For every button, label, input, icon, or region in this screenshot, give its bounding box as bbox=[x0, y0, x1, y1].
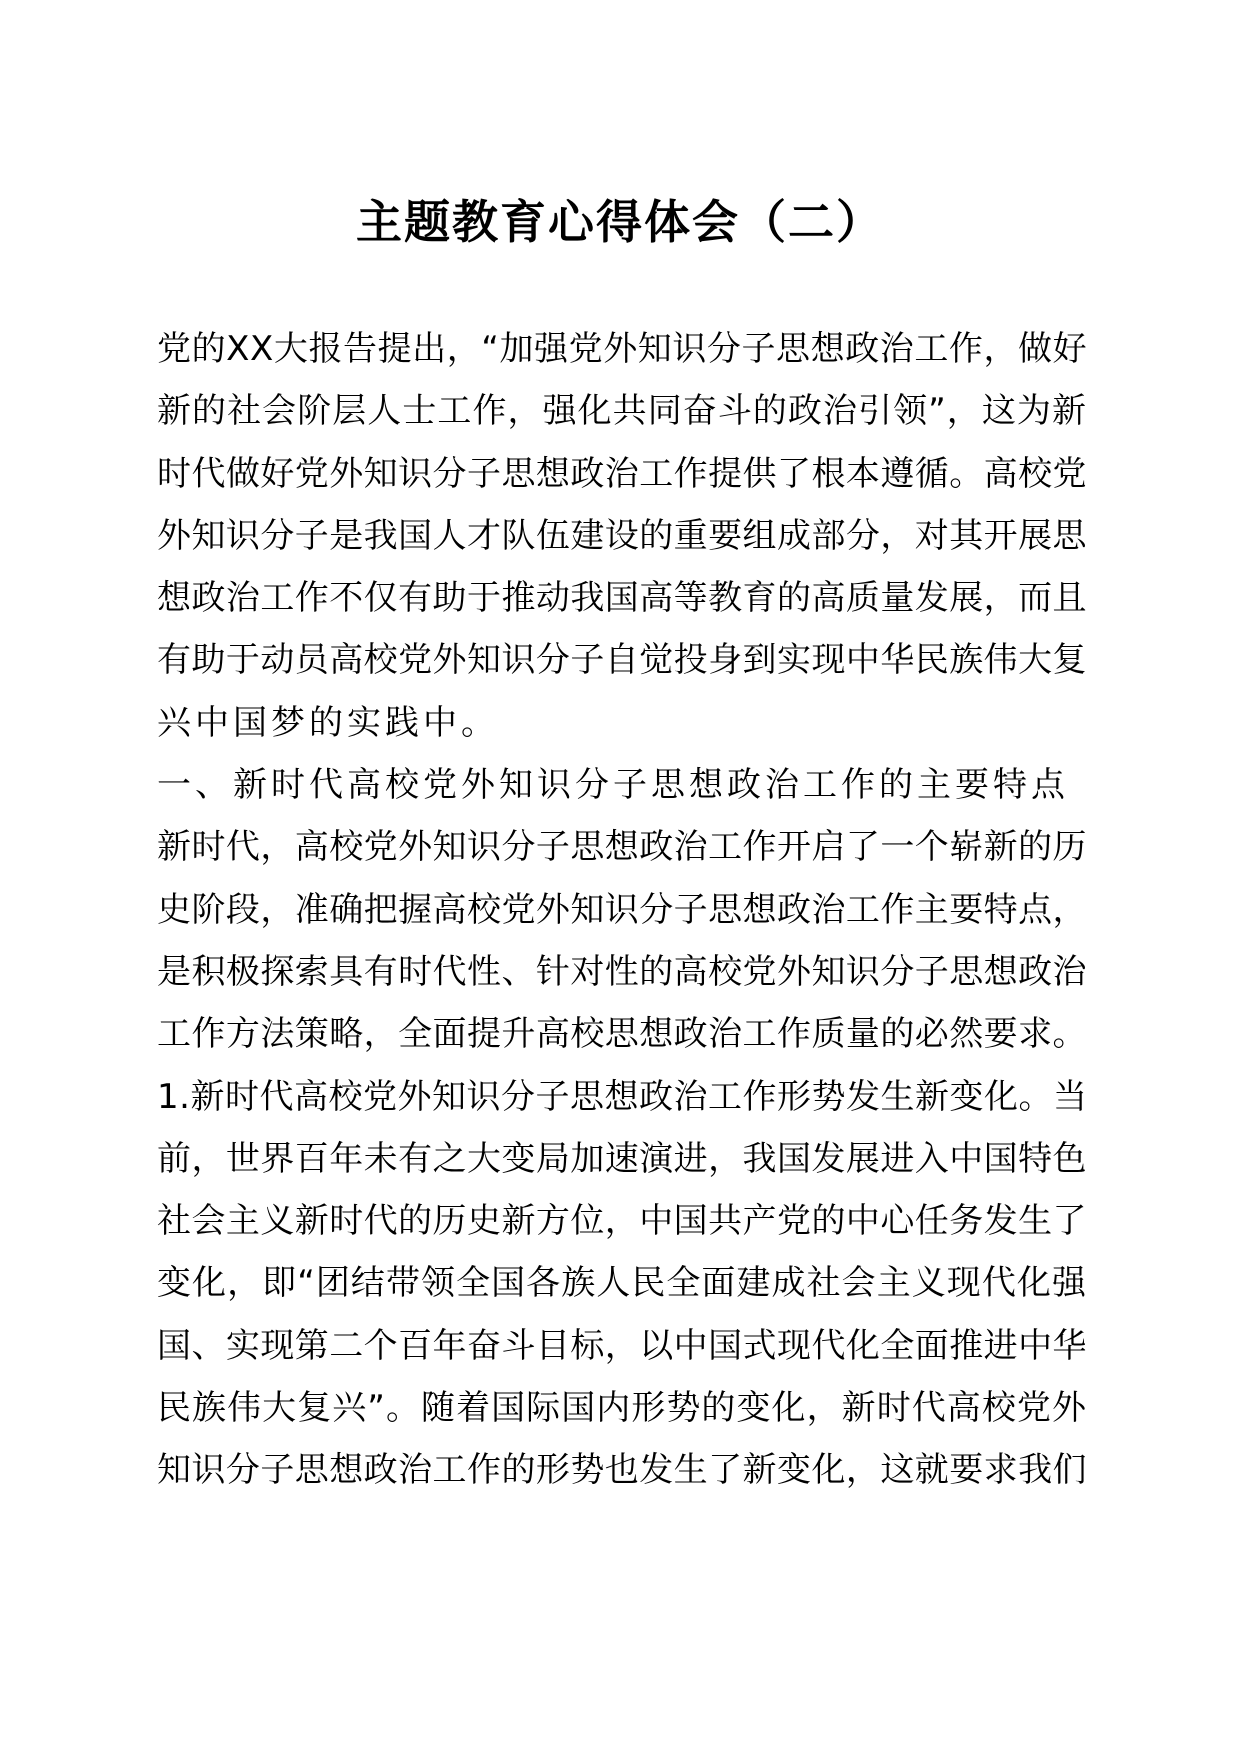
body-line: 外知识分子是我国人才队伍建设的重要组成部分，对其开展思 bbox=[157, 515, 1087, 556]
body-line: 变化，即“团结带领全国各族人民全面建成社会主义现代化强 bbox=[157, 1263, 1087, 1304]
body-line: 1.新时代高校党外知识分子思想政治工作形势发生新变化。当 bbox=[157, 1076, 1088, 1117]
body-line: 党的XX大报告提出，“加强党外知识分子思想政治工作，做好 bbox=[157, 329, 1088, 369]
body-line: 一、新时代高校党外知识分子思想政治工作的主要特点 bbox=[157, 765, 1069, 806]
body-line: 知识分子思想政治工作的形势也发生了新变化，这就要求我们 bbox=[157, 1450, 1087, 1491]
body-line: 新时代，高校党外知识分子思想政治工作开启了一个崭新的历 bbox=[157, 827, 1087, 868]
document-title: 主题教育心得体会（二） bbox=[356, 195, 884, 249]
body-line: 民族伟大复兴”。随着国际国内形势的变化，新时代高校党外 bbox=[157, 1388, 1087, 1429]
body-line: 社会主义新时代的历史新方位，中国共产党的中心任务发生了 bbox=[157, 1201, 1087, 1242]
body-line: 史阶段，准确把握高校党外知识分子思想政治工作主要特点， bbox=[157, 889, 1087, 930]
body-line: 国、实现第二个百年奋斗目标，以中国式现代化全面推进中华 bbox=[157, 1325, 1087, 1366]
body-line: 新的社会阶层人士工作，强化共同奋斗的政治引领”，这为新 bbox=[157, 391, 1087, 432]
body-line: 时代做好党外知识分子思想政治工作提供了根本遵循。高校党 bbox=[157, 453, 1087, 494]
document-body bbox=[157, 318, 1087, 1502]
body-line: 兴中国梦的实践中。 bbox=[157, 702, 499, 743]
body-line: 想政治工作不仅有助于推动我国高等教育的高质量发展，而且 bbox=[157, 578, 1087, 619]
body-line: 有助于动员高校党外知识分子自觉投身到实现中华民族伟大复 bbox=[157, 640, 1087, 681]
body-line: 工作方法策略，全面提升高校思想政治工作质量的必然要求。 bbox=[157, 1014, 1087, 1055]
body-line: 是积极探索具有时代性、针对性的高校党外知识分子思想政治 bbox=[157, 951, 1087, 992]
body-line: 前，世界百年未有之大变局加速演进，我国发展进入中国特色 bbox=[157, 1138, 1087, 1179]
